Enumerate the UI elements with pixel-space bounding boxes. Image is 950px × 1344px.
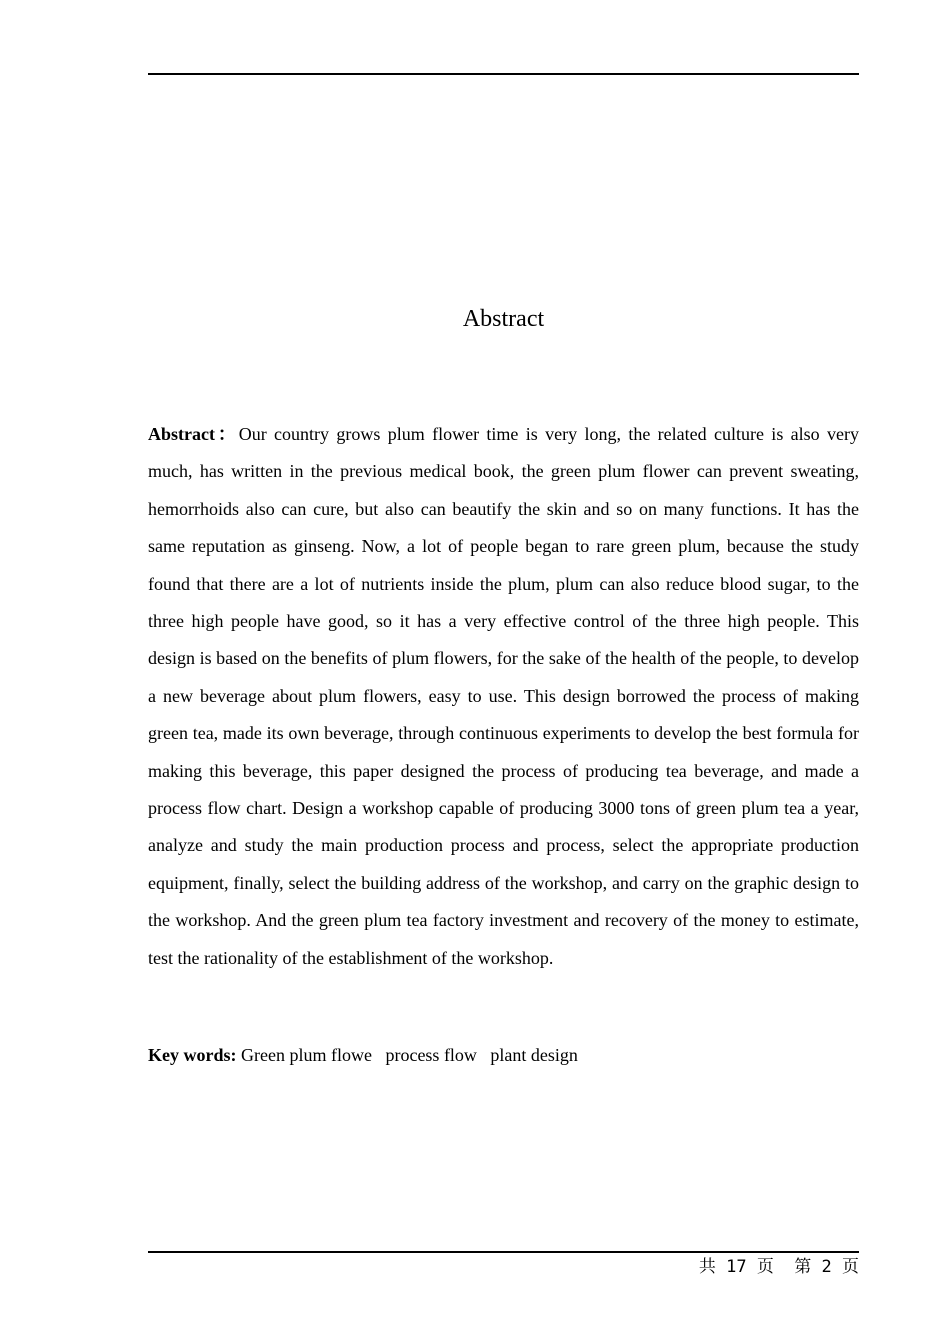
keywords-label: Key words:: [148, 1045, 237, 1065]
page-number: 共 17 页 第 2 页: [698, 1257, 859, 1277]
abstract-paragraph: [148, 416, 859, 977]
abstract-title: Abstract: [462, 306, 545, 332]
abstract-label: Abstract：: [148, 424, 239, 444]
footer-rule: [148, 1251, 859, 1253]
keywords-text: Green plum flowe process flow plant design: [236, 1045, 578, 1065]
keywords-line: [148, 1038, 859, 1072]
header-rule: [148, 73, 859, 75]
abstract-text: Our country grows plum flower time is very long, the related culture is also very much, has written in the previous medical book, the green plum flower can prevent sweating, hemorrhoids also can cure, but also can beautify the skin and so on many functions. It has the same reputation as ginseng. Now, a lot of people began to rare green plum, because the study found that there are a lot of nutrients inside the plum, plum can also reduce blood sugar, to the three high people have good, so it has a very effective control of the three high people. This design is based on the benefits of plum flowers, for the sake of the health of the people, to develop a new beverage about plum flowers, easy to use. This design borrowed the process of making green tea, made its own beverage, through continuous experiments to develop the best formula for making this beverage, this paper designed the process of producing tea beverage, and made a process flow chart. Design a workshop capable of producing 3000 tons of green plum tea a year, analyze and study the main production process and process, select the appropriate production equipment, finally, select the building address of the workshop, and carry on the graphic design to the workshop. And the green plum tea factory investment and recovery of the money to estimate, test the rationality of the establishment of the workshop.: [148, 424, 860, 968]
